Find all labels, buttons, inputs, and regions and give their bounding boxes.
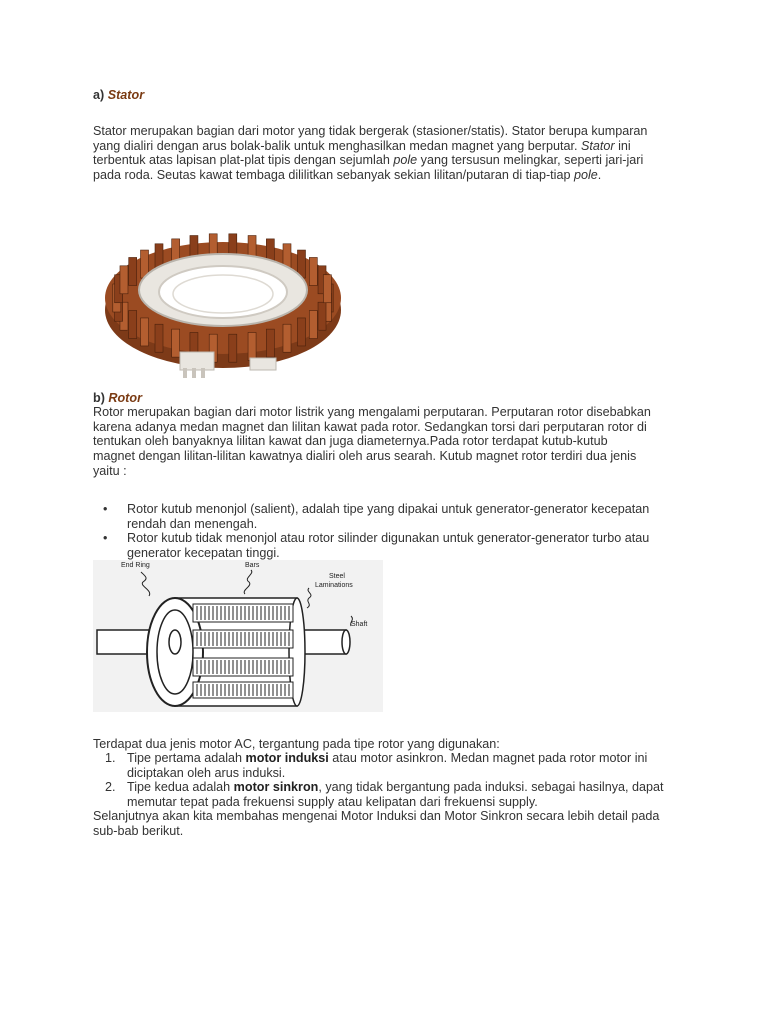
stator-illustration: [100, 218, 350, 388]
stator-coil-tooth: [141, 318, 149, 346]
stator-coil-tooth: [129, 257, 137, 285]
list-item: • Rotor kutub menonjol (salient), adalah tipe yang dipakai untuk generator-generator kecepatan rendah dan menengah.: [103, 502, 650, 531]
motor-sinkron-term: motor sinkron: [233, 780, 319, 795]
stator-coil-tooth: [129, 311, 137, 339]
rotor-diagram: [93, 560, 383, 712]
shaft-label: Shaft: [351, 621, 368, 628]
rotor-bar-slot: [193, 630, 293, 648]
stator-coil-tooth: [323, 275, 331, 303]
stator-coil-tooth: [297, 318, 305, 346]
section-b-heading: b) Rotor: [93, 391, 142, 405]
rotor-bar-slot: [193, 658, 293, 676]
rotor-illustration: [93, 560, 383, 712]
rotor-type-list: [93, 502, 673, 561]
list-item: 1. Tipe pertama adalah motor induksi atau motor asinkron. Medan magnet pada rotor motor ini diciptakan oleh arus induksi.: [105, 751, 648, 780]
stator-coil-tooth: [229, 334, 237, 362]
rotor-bar-slot: [193, 682, 293, 698]
stator-coil-tooth: [266, 329, 274, 357]
stator-coil-tooth: [309, 257, 317, 285]
motor-induksi-term: motor induksi: [245, 751, 329, 765]
section-a-heading: a) Stator: [93, 88, 145, 102]
list-item: • Rotor kutub tidak menonjol atau rotor silinder digunakan untuk generator-generator turbo atau generator kecepatan tinggi.: [103, 531, 650, 561]
steel-label: Steel: [329, 573, 345, 580]
stator-coil-tooth: [248, 332, 256, 360]
stator-coil-tooth: [318, 302, 326, 330]
list-item: 2. Tipe kedua adalah motor sinkron, yang tidak bergantung pada induksi. sebagai hasilnya, dapat memutar tepat pada frekuensi supply atau kelipatan dari frekuensi supply.: [105, 780, 664, 810]
section-a-title: Stator: [107, 88, 145, 102]
stator-coil-tooth: [309, 311, 317, 339]
stator-coil-tooth: [155, 324, 163, 352]
rotor-paragraph: Rotor merupakan bagian dari motor listrik yang mengalami perputaran. Perputaran rotor disebabkan karena adanya medan magnet dan lilitan kawat pada rotor. Sedangkan torsi dari perputaran rotor di tentukan oleh banyaknya lilitan kawat dan juga diameternya.Pada rotor terdapat kutub-kutub magnet dengan lilitan-lilitan kawatnya dialiri oleh arus searah. Kutub magnet rotor terdiri dua jenis yaitu :: [93, 405, 651, 478]
section-b-title: Rotor: [108, 391, 142, 405]
stator-coil-tooth: [172, 329, 180, 357]
laminations-label: Laminations: [315, 582, 353, 589]
bars-label: Bars: [245, 562, 260, 569]
ac-motor-list: [93, 751, 673, 810]
end-ring-label: End Ring: [121, 562, 150, 569]
rotor-bar-slot: [193, 604, 293, 622]
ac-motor-intro: Terdapat dua jenis motor AC, tergantung pada tipe rotor yang digunakan:: [93, 737, 500, 751]
stator-image: [100, 218, 350, 388]
stator-coil-tooth: [120, 266, 128, 294]
closing-paragraph: Selanjutnya akan kita membahas mengenai Motor Induksi dan Motor Sinkron secara lebih detail pada sub-bab berikut.: [93, 809, 660, 838]
stator-coil-tooth: [283, 324, 291, 352]
stator-paragraph: Stator merupakan bagian dari motor yang tidak bergerak (stasioner/statis). Stator berupa kumparan yang dialiri dengan arus bolak-balik untuk menghasilkan medan magnet yang berputar. Stator ini terbentuk atas lapisan plat-plat tipis dengan sejumlah pole yang tersusun melingkar, seperti jari-jari pada roda. Seutas kawat tembaga dililitkan sebanyak sekian lilitan/putaran di tiap-tiap pole.: [93, 124, 648, 183]
